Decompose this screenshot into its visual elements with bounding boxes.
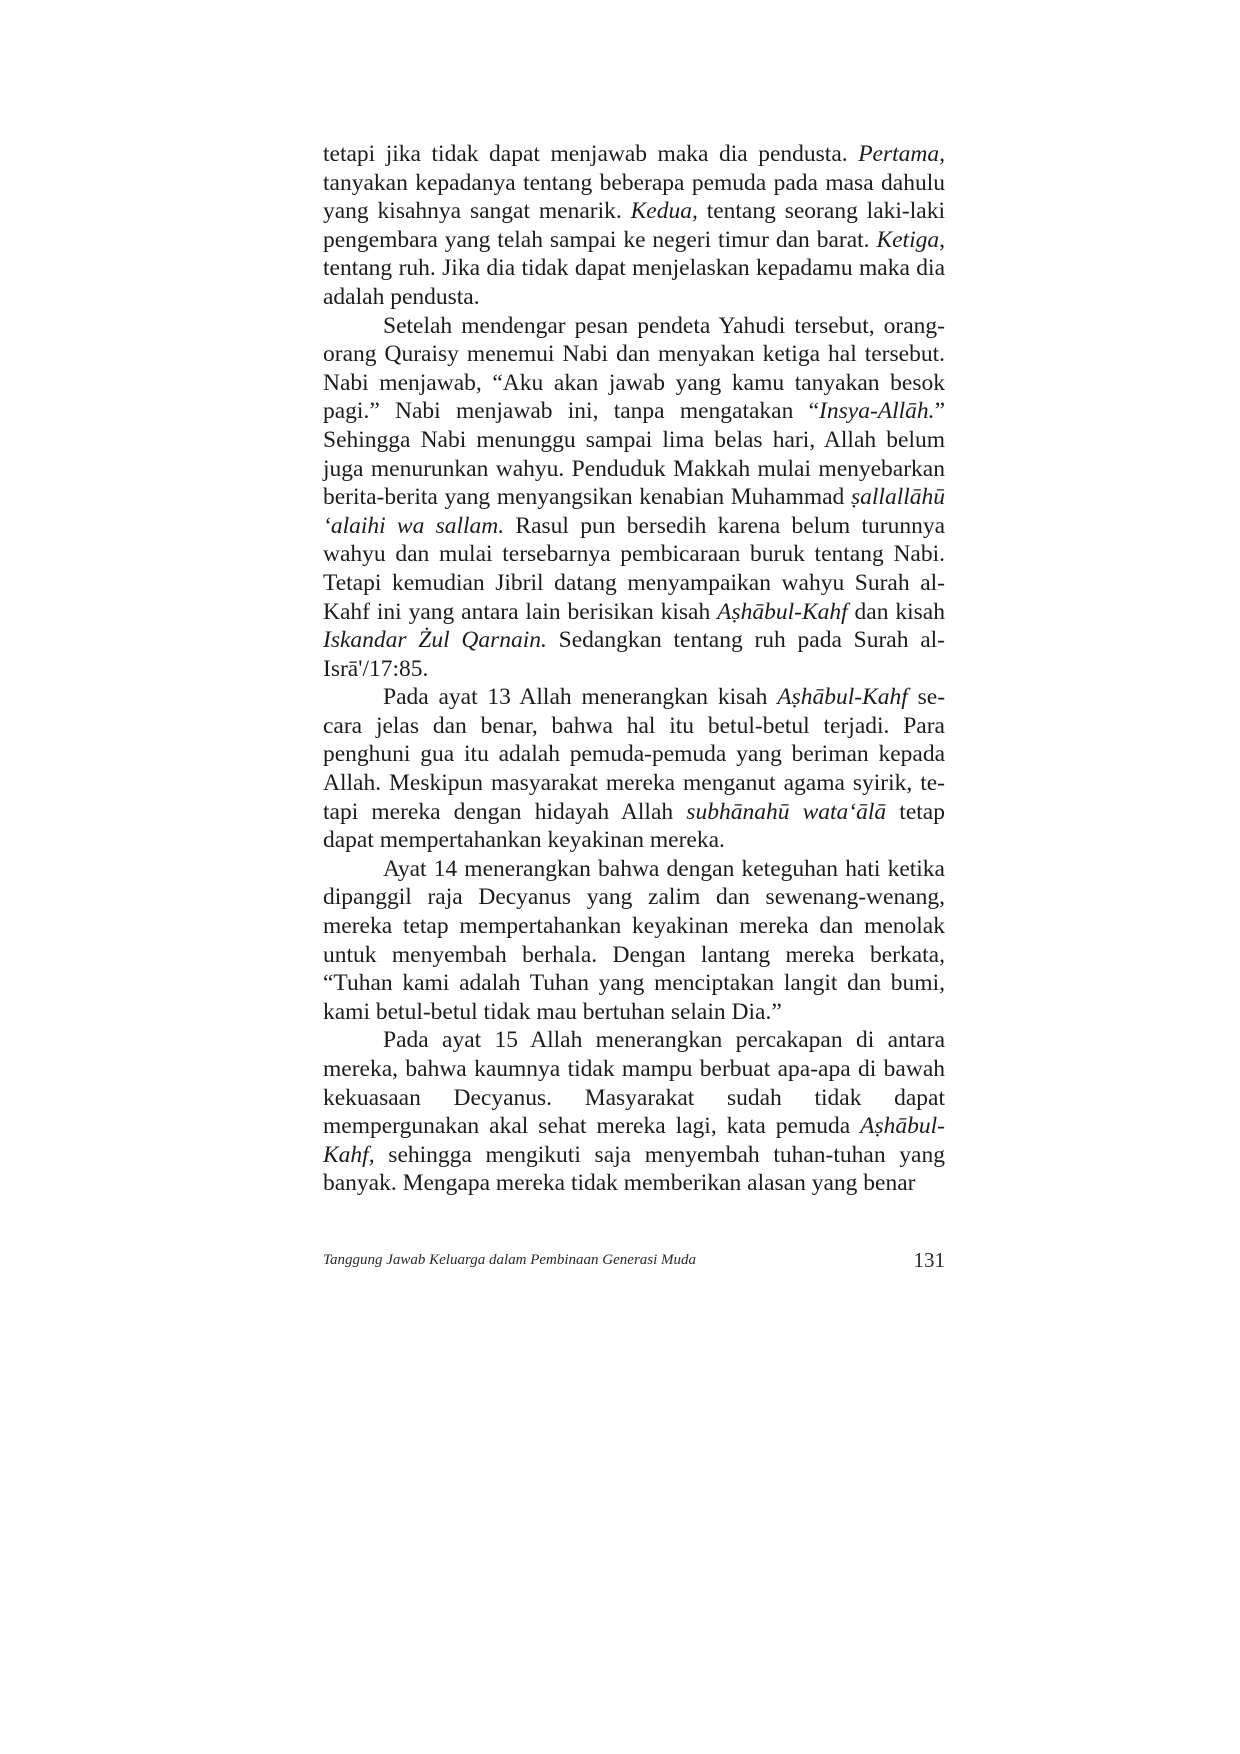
- italic-term: Aṣhābul-Kahf,: [323, 1113, 945, 1168]
- text-run: Pada ayat 15 Allah menerangkan percakapan di antara mereka, bahwa kaumnya tidak mampu berbuat apa-apa di bawah kekuasaan Decyanus. Masyarakat sudah tidak dapat mempergunakan akal sehat mereka lagi, kata pemuda: [323, 1027, 945, 1140]
- text-run: tetapi jika tidak dapat menjawab maka dia pendusta.: [323, 141, 859, 167]
- text-run: , tentang ruh. Jika dia tidak dapat menjelaskan kepadamu maka dia adalah pendusta.: [323, 226, 945, 310]
- body-text: [323, 140, 945, 1198]
- text-run: ” Sehingga Nabi menunggu sampai lima belas hari, Allah belum juga menurunkan wahyu. Penduduk Makkah mulai menyebarkan berita-berita yang menyangsikan kenabian Muhammad: [323, 398, 945, 511]
- text-run: dan kisah: [847, 598, 945, 625]
- page-footer: [323, 1248, 945, 1278]
- text-run: Sedangkan tentang ruh pada Surah al-Isrā'/17:85.: [323, 627, 945, 682]
- italic-term: Pertama,: [858, 141, 945, 167]
- paragraph-4: [323, 855, 945, 1027]
- page-number: 131: [913, 1248, 945, 1272]
- italic-term: Aṣhābul-Kahf: [717, 598, 848, 625]
- text-run: tetap dapat mempertahankan keyakinan mereka.: [323, 798, 945, 854]
- italic-term: Aṣhābul-Kahf: [777, 684, 908, 711]
- italic-term: Kedua,: [630, 198, 698, 225]
- paragraph-3: [323, 683, 945, 855]
- paragraph-2: [323, 312, 945, 684]
- italic-term: Ketiga: [876, 226, 940, 253]
- paragraph-1: [323, 140, 945, 312]
- text-run: sehingga mengikuti saja menyembah tuhan-tuhan yang banyak. Mengapa mereka tidak memberikan alasan yang benar: [323, 1141, 945, 1197]
- paragraph-5: [323, 1026, 945, 1198]
- italic-term: Iskandar Żul Qarnain.: [323, 627, 547, 654]
- text-run: tanyakan kepadanya tentang beberapa pemuda pada masa dahulu yang kisahnya sangat menarik.: [323, 169, 945, 225]
- italic-term: Insya-Allāh.: [819, 398, 935, 425]
- text-run: Rasul pun bersedih karena belum turunnya wahyu dan mulai tersebarnya pembicaraan buruk tentang Nabi. Tetapi kemudian Jibril datang menyampaikan wahyu Surah al-Kahf ini yang antara lain berisikan kisah: [323, 512, 945, 625]
- text-run: secara jelas dan benar, bahwa hal itu betul-betul terjadi. Para penghuni gua itu adalah pemuda-pemuda yang beriman kepada Allah. Meskipun masyarakat mereka menganut agama syirik, tetapi mereka dengan hidayah Allah: [323, 684, 946, 825]
- text-run: Ayat 14 menerangkan bahwa dengan keteguhan hati ketika dipanggil raja Decyanus yang zalim dan sewenang-wenang, mereka tetap mempertahankan keyakinan mereka dan menolak untuk menyembah berhala. Dengan lantang mereka berkata, “Tuhan kami adalah Tuhan yang menciptakan langit dan bumi, kami betul-betul tidak mau bertuhan selain Dia.”: [323, 855, 945, 1025]
- text-run: Pada ayat 13 Allah menerangkan kisah: [383, 684, 778, 711]
- text-run: Setelah mendengar pesan pendeta Yahudi tersebut, orang-orang Quraisy menemui Nabi dan menyakan ketiga hal tersebut. Nabi menjawab, “Aku akan jawab yang kamu tanyakan besok pagi.” Nabi menjawab ini, tanpa mengatakan “: [323, 312, 945, 425]
- text-run: tentang seorang laki-laki pengembara yang telah sampai ke negeri timur dan barat.: [323, 198, 945, 253]
- italic-term: ṣallallāhū ‘alaihi wa sallam.: [323, 484, 945, 539]
- italic-term: subhānahū wata‘ālā: [686, 798, 887, 825]
- running-footer-title: Tanggung Jawab Keluarga dalam Pembinaan Generasi Muda: [323, 1252, 697, 1268]
